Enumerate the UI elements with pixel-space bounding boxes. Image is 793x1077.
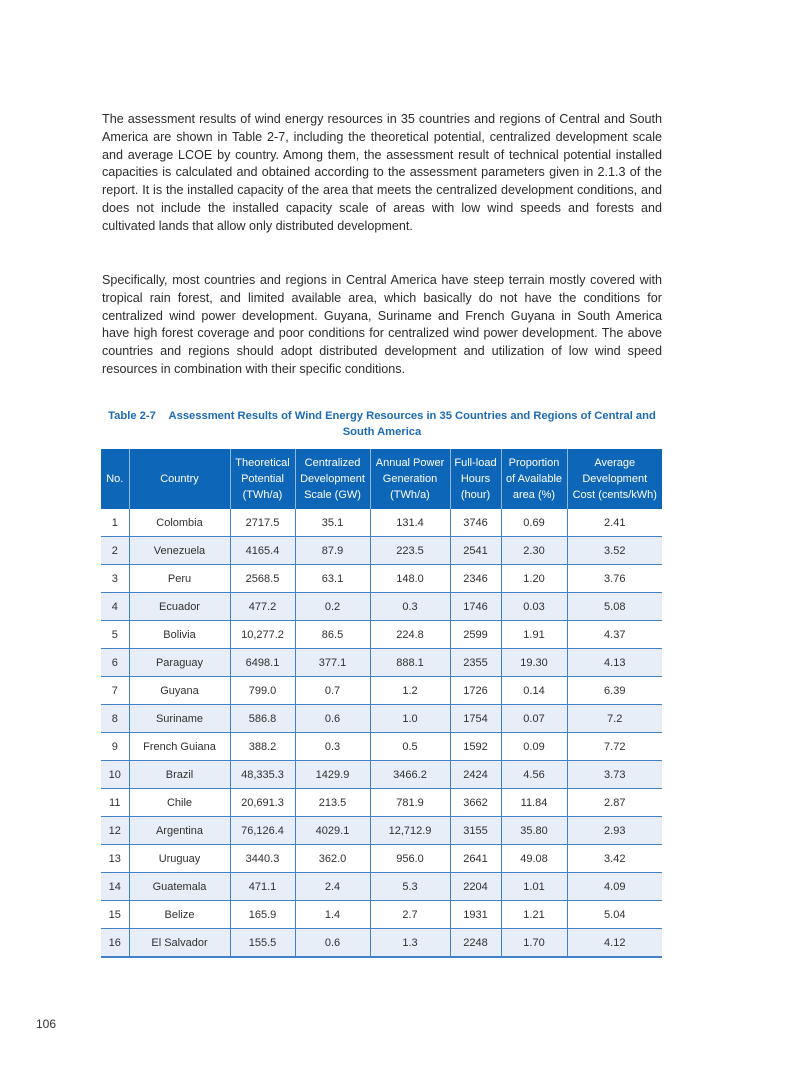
header-line: Full-load [454, 457, 497, 469]
table-row [101, 565, 662, 593]
cell-no: 7 [101, 677, 129, 705]
cell-full-load-hours: 3662 [450, 789, 501, 817]
header-line: Scale (GW) [304, 489, 361, 501]
cell-theoretical-potential: 471.1 [230, 873, 295, 901]
cell-theoretical-potential: 76,126.4 [230, 817, 295, 845]
cell-no: 1 [101, 509, 129, 537]
cell-no: 8 [101, 705, 129, 733]
table-row [101, 537, 662, 565]
cell-available-area-proportion: 0.09 [501, 733, 567, 761]
cell-centralized-scale: 0.6 [295, 705, 370, 733]
table-row [101, 677, 662, 705]
header-line: Country [160, 473, 199, 485]
cell-full-load-hours: 1592 [450, 733, 501, 761]
cell-annual-generation: 12,712.9 [370, 817, 450, 845]
cell-average-cost: 3.76 [567, 565, 662, 593]
header-line: Potential [241, 473, 284, 485]
cell-average-cost: 6.39 [567, 677, 662, 705]
cell-centralized-scale: 2.4 [295, 873, 370, 901]
cell-full-load-hours: 1931 [450, 901, 501, 929]
cell-available-area-proportion: 1.91 [501, 621, 567, 649]
header-line: (TWh/a) [390, 489, 430, 501]
cell-annual-generation: 0.3 [370, 593, 450, 621]
header-line: Development [582, 473, 648, 485]
cell-annual-generation: 223.5 [370, 537, 450, 565]
cell-centralized-scale: 4029.1 [295, 817, 370, 845]
cell-no: 13 [101, 845, 129, 873]
table-row [101, 733, 662, 761]
cell-available-area-proportion: 0.69 [501, 509, 567, 537]
cell-centralized-scale: 35.1 [295, 509, 370, 537]
cell-centralized-scale: 86.5 [295, 621, 370, 649]
header-available-area-proportion [501, 449, 567, 509]
cell-available-area-proportion: 0.07 [501, 705, 567, 733]
cell-theoretical-potential: 388.2 [230, 733, 295, 761]
cell-theoretical-potential: 4165.4 [230, 537, 295, 565]
cell-theoretical-potential: 477.2 [230, 593, 295, 621]
cell-theoretical-potential: 48,335.3 [230, 761, 295, 789]
cell-country: Venezuela [129, 537, 230, 565]
header-line: Cost (cents/kWh) [572, 489, 657, 501]
cell-available-area-proportion: 11.84 [501, 789, 567, 817]
cell-full-load-hours: 1746 [450, 593, 501, 621]
cell-average-cost: 7.72 [567, 733, 662, 761]
cell-annual-generation: 956.0 [370, 845, 450, 873]
table-row [101, 873, 662, 901]
cell-full-load-hours: 2641 [450, 845, 501, 873]
cell-average-cost: 3.42 [567, 845, 662, 873]
cell-full-load-hours: 2424 [450, 761, 501, 789]
header-line: (TWh/a) [242, 489, 283, 501]
cell-no: 12 [101, 817, 129, 845]
table-row [101, 845, 662, 873]
cell-centralized-scale: 87.9 [295, 537, 370, 565]
cell-theoretical-potential: 20,691.3 [230, 789, 295, 817]
cell-available-area-proportion: 0.14 [501, 677, 567, 705]
header-line: Generation [382, 473, 438, 485]
page-number: 106 [36, 1017, 57, 1031]
cell-no: 4 [101, 593, 129, 621]
cell-available-area-proportion: 2.30 [501, 537, 567, 565]
cell-country: Chile [129, 789, 230, 817]
cell-average-cost: 3.73 [567, 761, 662, 789]
cell-annual-generation: 888.1 [370, 649, 450, 677]
cell-no: 5 [101, 621, 129, 649]
cell-average-cost: 3.52 [567, 537, 662, 565]
cell-annual-generation: 1.2 [370, 677, 450, 705]
wind-resources-table [101, 449, 662, 958]
cell-centralized-scale: 0.3 [295, 733, 370, 761]
cell-no: 6 [101, 649, 129, 677]
cell-annual-generation: 5.3 [370, 873, 450, 901]
header-line: Theoretical [235, 457, 290, 469]
cell-annual-generation: 781.9 [370, 789, 450, 817]
cell-theoretical-potential: 586.8 [230, 705, 295, 733]
cell-average-cost: 7.2 [567, 705, 662, 733]
header-line: No. [106, 473, 124, 485]
cell-full-load-hours: 2346 [450, 565, 501, 593]
cell-theoretical-potential: 2568.5 [230, 565, 295, 593]
cell-full-load-hours: 1754 [450, 705, 501, 733]
cell-no: 15 [101, 901, 129, 929]
cell-country: French Guiana [129, 733, 230, 761]
cell-full-load-hours: 2355 [450, 649, 501, 677]
cell-available-area-proportion: 35.80 [501, 817, 567, 845]
cell-average-cost: 5.04 [567, 901, 662, 929]
cell-country: Paraguay [129, 649, 230, 677]
central-america-paragraph: Specifically, most countries and regions in Central America have steep terrain mostly covered with tropical rain forest, and limited available area, which basically do not have the conditions for centralized wind power development. Guyana, Suriname and French Guyana in South America have high forest coverage and poor conditions for centralized wind power development. The above countries and regions should adopt distributed development and utilization of low wind speed resources in combination with their specific conditions. [102, 273, 662, 376]
cell-annual-generation: 224.8 [370, 621, 450, 649]
cell-centralized-scale: 63.1 [295, 565, 370, 593]
table-row [101, 593, 662, 621]
cell-country: El Salvador [129, 929, 230, 958]
cell-country: Ecuador [129, 593, 230, 621]
cell-country: Uruguay [129, 845, 230, 873]
header-line: Annual Power [375, 457, 445, 469]
cell-full-load-hours: 2204 [450, 873, 501, 901]
cell-annual-generation: 0.5 [370, 733, 450, 761]
cell-available-area-proportion: 1.70 [501, 929, 567, 958]
cell-average-cost: 4.12 [567, 929, 662, 958]
table-row [101, 929, 662, 958]
cell-centralized-scale: 1.4 [295, 901, 370, 929]
table-row [101, 705, 662, 733]
cell-full-load-hours: 2599 [450, 621, 501, 649]
header-line: Proportion [508, 457, 560, 469]
cell-no: 14 [101, 873, 129, 901]
table-caption-number: Table 2-7 [108, 410, 156, 422]
cell-annual-generation: 131.4 [370, 509, 450, 537]
table-row [101, 901, 662, 929]
cell-theoretical-potential: 3440.3 [230, 845, 295, 873]
cell-centralized-scale: 213.5 [295, 789, 370, 817]
cell-country: Guyana [129, 677, 230, 705]
cell-centralized-scale: 0.7 [295, 677, 370, 705]
table-caption [102, 409, 662, 440]
cell-country: Peru [129, 565, 230, 593]
header-line: Average [594, 457, 636, 469]
header-line: of Available [505, 473, 563, 485]
cell-country: Suriname [129, 705, 230, 733]
cell-theoretical-potential: 165.9 [230, 901, 295, 929]
cell-no: 10 [101, 761, 129, 789]
header-no [101, 449, 129, 509]
cell-average-cost: 2.93 [567, 817, 662, 845]
cell-average-cost: 2.41 [567, 509, 662, 537]
header-average-cost [567, 449, 662, 509]
header-line: Hours [460, 473, 491, 485]
cell-theoretical-potential: 799.0 [230, 677, 295, 705]
cell-centralized-scale: 377.1 [295, 649, 370, 677]
header-country [129, 449, 230, 509]
cell-annual-generation: 1.3 [370, 929, 450, 958]
cell-available-area-proportion: 49.08 [501, 845, 567, 873]
cell-country: Brazil [129, 761, 230, 789]
table-caption-title: Assessment Results of Wind Energy Resources in 35 Countries and Regions of Central and South America [168, 410, 656, 438]
cell-available-area-proportion: 1.21 [501, 901, 567, 929]
cell-annual-generation: 148.0 [370, 565, 450, 593]
cell-average-cost: 5.08 [567, 593, 662, 621]
cell-annual-generation: 1.0 [370, 705, 450, 733]
cell-centralized-scale: 0.6 [295, 929, 370, 958]
cell-average-cost: 2.87 [567, 789, 662, 817]
header-theoretical-potential [230, 449, 295, 509]
cell-theoretical-potential: 10,277.2 [230, 621, 295, 649]
cell-country: Colombia [129, 509, 230, 537]
cell-no: 16 [101, 929, 129, 958]
header-line: area (%) [512, 489, 556, 501]
cell-country: Argentina [129, 817, 230, 845]
cell-no: 9 [101, 733, 129, 761]
cell-no: 3 [101, 565, 129, 593]
header-line: Development [300, 473, 365, 485]
cell-available-area-proportion: 1.20 [501, 565, 567, 593]
cell-full-load-hours: 3746 [450, 509, 501, 537]
cell-full-load-hours: 3155 [450, 817, 501, 845]
cell-full-load-hours: 2541 [450, 537, 501, 565]
table-row [101, 817, 662, 845]
cell-annual-generation: 3466.2 [370, 761, 450, 789]
cell-theoretical-potential: 6498.1 [230, 649, 295, 677]
cell-full-load-hours: 1726 [450, 677, 501, 705]
header-annual-generation [370, 449, 450, 509]
cell-centralized-scale: 1429.9 [295, 761, 370, 789]
cell-country: Bolivia [129, 621, 230, 649]
table-row [101, 621, 662, 649]
cell-centralized-scale: 0.2 [295, 593, 370, 621]
cell-available-area-proportion: 0.03 [501, 593, 567, 621]
cell-available-area-proportion: 4.56 [501, 761, 567, 789]
cell-country: Guatemala [129, 873, 230, 901]
cell-average-cost: 4.37 [567, 621, 662, 649]
table-row [101, 789, 662, 817]
cell-available-area-proportion: 1.01 [501, 873, 567, 901]
cell-country: Belize [129, 901, 230, 929]
header-line: (hour) [460, 489, 491, 501]
header-line: Centralized [304, 457, 361, 469]
header-full-load-hours [450, 449, 501, 509]
header-centralized-scale [295, 449, 370, 509]
table-body [101, 509, 662, 957]
cell-full-load-hours: 2248 [450, 929, 501, 958]
table-row [101, 761, 662, 789]
cell-no: 11 [101, 789, 129, 817]
cell-centralized-scale: 362.0 [295, 845, 370, 873]
cell-theoretical-potential: 2717.5 [230, 509, 295, 537]
cell-average-cost: 4.09 [567, 873, 662, 901]
table-row [101, 509, 662, 537]
intro-paragraph: The assessment results of wind energy resources in 35 countries and regions of Central and South America are shown in Table 2-7, including the theoretical potential, centralized development scale and average LCOE by country. Among them, the assessment result of technical potential installed capacities is calculated and obtained according to the assessment parameters given in 2.1.3 of the report. It is the installed capacity of the area that meets the centralized development conditions, and does not include the installed capacity scale of areas with low wind speeds and forests and cultivated lands that allow only distributed development. [102, 112, 662, 233]
table-row [101, 649, 662, 677]
cell-average-cost: 4.13 [567, 649, 662, 677]
table-header-row [101, 449, 662, 509]
cell-annual-generation: 2.7 [370, 901, 450, 929]
cell-available-area-proportion: 19.30 [501, 649, 567, 677]
cell-no: 2 [101, 537, 129, 565]
cell-theoretical-potential: 155.5 [230, 929, 295, 958]
